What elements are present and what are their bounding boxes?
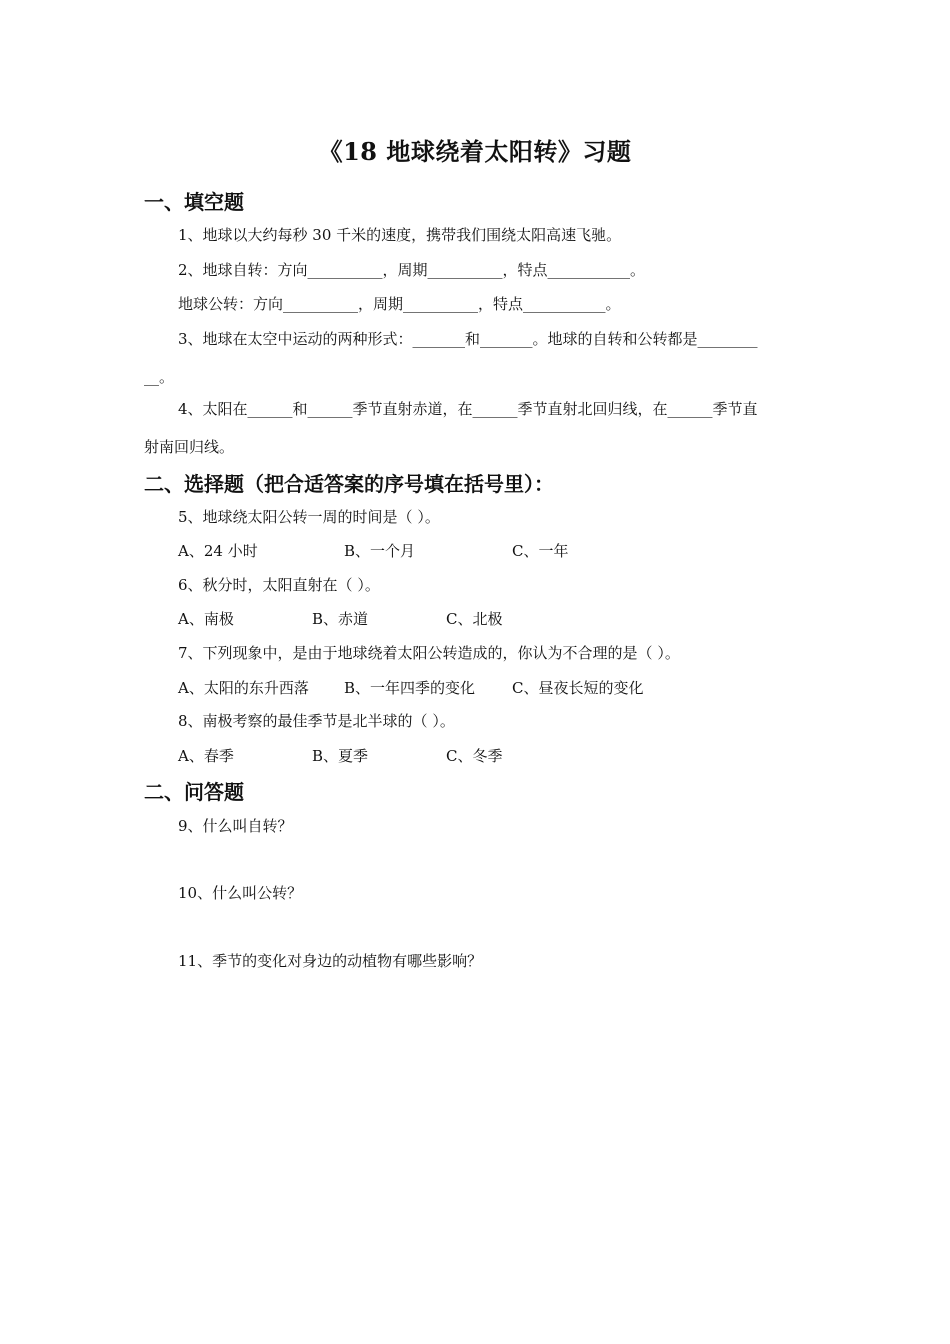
option-5c: C、一年: [512, 542, 569, 560]
option-7a: A、太阳的东升西落: [178, 679, 309, 697]
option-8a: A、春季: [178, 747, 234, 765]
question-11: 11、季节的变化对身边的动植物有哪些影响？: [178, 952, 483, 970]
section-heading-fill-blank: 一、填空题: [144, 190, 244, 214]
question-8: 8、南极考察的最佳季节是北半球的（ ）。: [178, 712, 455, 730]
section-heading-choice: 二、选择题（把合适答案的序号填在括号里）：: [144, 472, 554, 496]
question-1: 1、地球以大约每秒 30 千米的速度，携带我们围绕太阳高速飞驰。: [178, 226, 622, 244]
question-2-rotation: 2、地球自转：方向__________，周期__________，特点___________。: [178, 261, 646, 279]
option-5b: B、一个月: [344, 542, 416, 560]
section-heading-qa: 二、问答题: [144, 780, 244, 804]
question-9: 9、什么叫自转？: [178, 817, 293, 835]
option-8b: B、夏季: [312, 747, 369, 765]
option-7c: C、昼夜长短的变化: [512, 679, 644, 697]
page-title: 《18 地球绕着太阳转》习题: [318, 137, 632, 166]
question-3-line2: __。: [144, 368, 175, 386]
question-10: 10、什么叫公转？: [178, 884, 303, 902]
question-6: 6、秋分时，太阳直射在（ ）。: [178, 576, 380, 594]
option-6a: A、南极: [178, 610, 234, 628]
option-7b: B、一年四季的变化: [344, 679, 476, 697]
option-6b: B、赤道: [312, 610, 369, 628]
question-3-line1: 3、地球在太空中运动的两种形式：_______和_______。地球的自转和公转都是________: [178, 330, 758, 348]
question-4-line2: 射南回归线。: [144, 438, 235, 456]
option-6c: C、北极: [446, 610, 503, 628]
option-8c: C、冬季: [446, 747, 503, 765]
question-5: 5、地球绕太阳公转一周的时间是（ ）。: [178, 508, 440, 526]
option-5a: A、24 小时: [178, 542, 258, 560]
question-2-revolution: 地球公转：方向__________，周期__________，特点___________。: [178, 295, 621, 313]
question-4-line1: 4、太阳在______和______季节直射赤道，在______季节直射北回归线，在______季节直: [178, 400, 758, 418]
question-7: 7、下列现象中，是由于地球绕着太阳公转造成的，你认为不合理的是（ ）。: [178, 644, 680, 662]
